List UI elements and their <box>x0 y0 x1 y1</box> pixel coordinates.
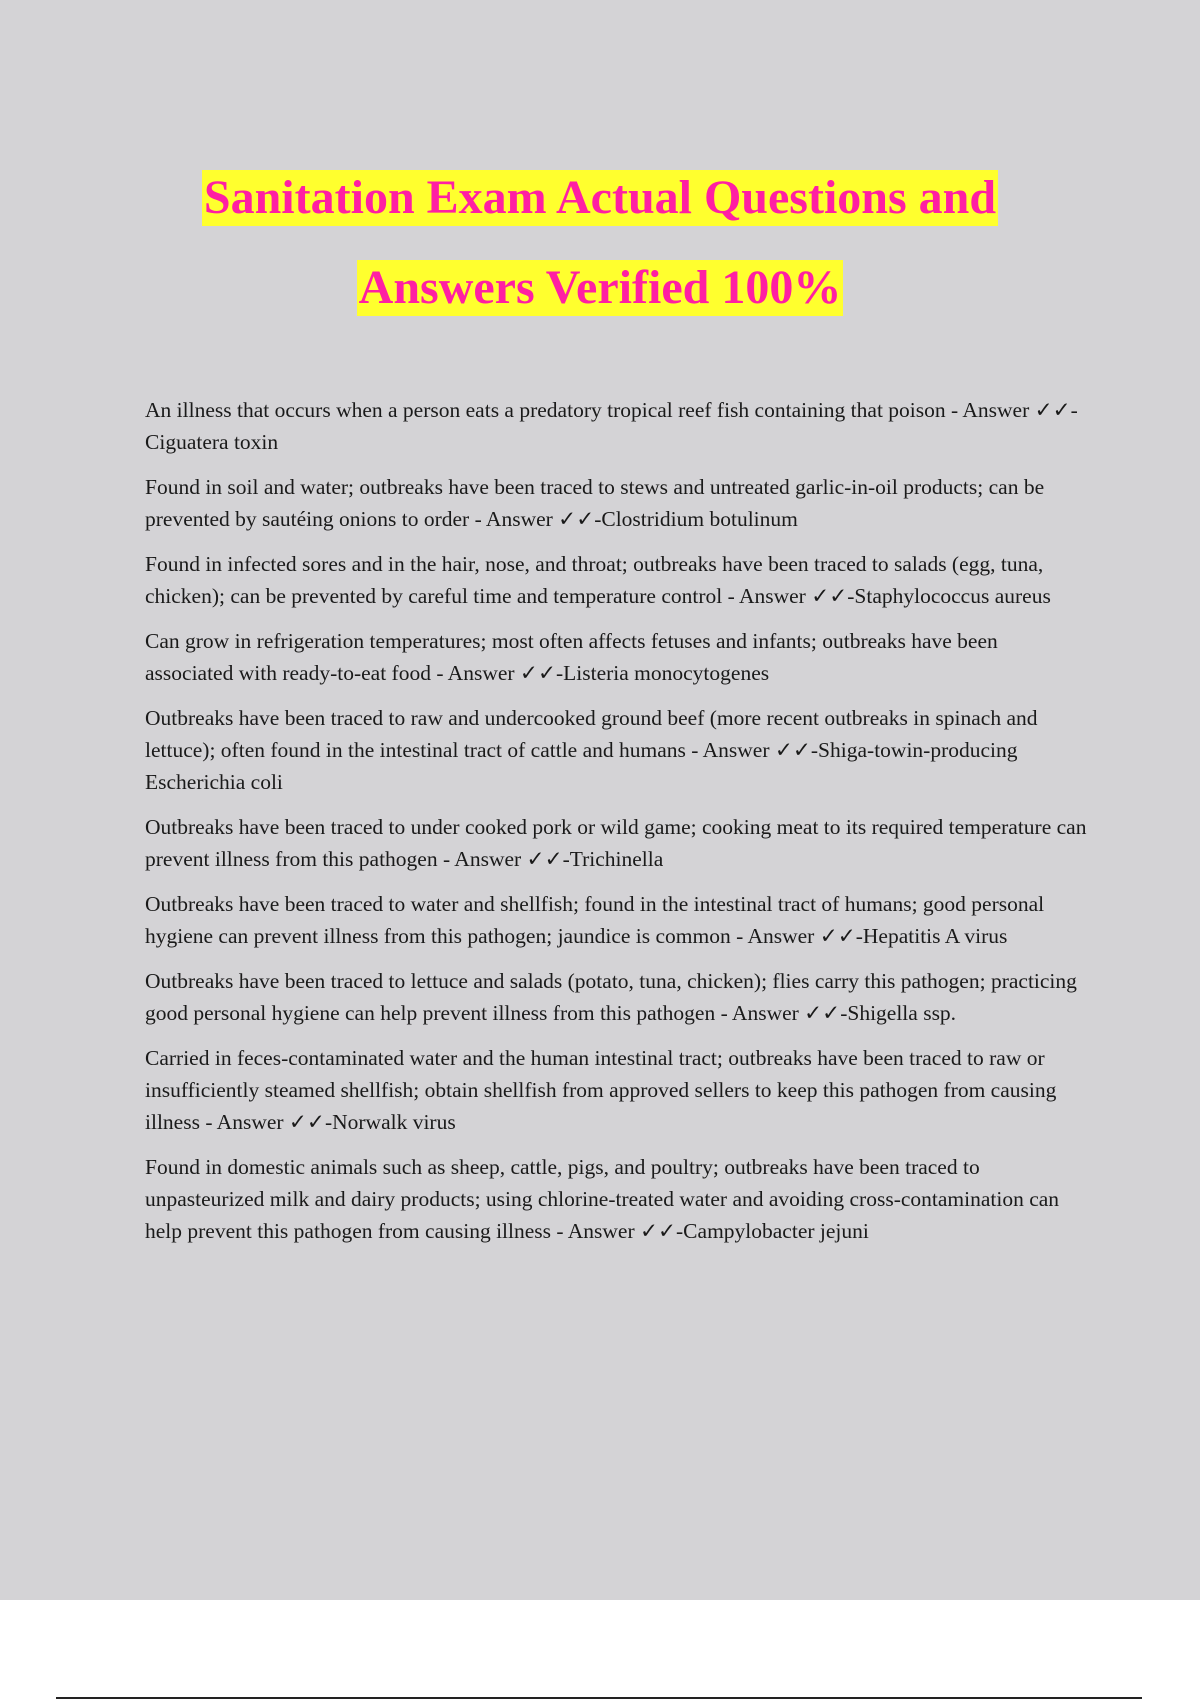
qa-item-norwalk: Carried in feces-contaminated water and the human intestinal tract; outbreaks have been traced to raw or insufficiently steamed shellfish; obtain shellfish from approved sellers to keep this pathogen from causing illness - Answer ✓✓-Norwalk virus <box>145 1046 1057 1134</box>
qa-list <box>145 394 1090 1260</box>
qa-item-shigella: Outbreaks have been traced to lettuce and salads (potato, tuna, chicken); flies carry this pathogen; practicing good personal hygiene can help prevent illness from this pathogen - Answer ✓✓-Shigella ssp. <box>145 969 1077 1025</box>
qa-item-botulinum: Found in soil and water; outbreaks have been traced to stews and untreated garlic-in-oil products; can be prevented by sautéing onions to order - Answer ✓✓-Clostridium botulinum <box>145 475 1045 531</box>
title-line-1: Sanitation Exam Actual Questions and <box>203 171 997 224</box>
qa-item-ciguatera: An illness that occurs when a person eats a predatory tropical reef fish containing that poison - Answer ✓✓-Ciguatera toxin <box>145 398 1078 454</box>
qa-item-escherichia: Outbreaks have been traced to raw and undercooked ground beef (more recent outbreaks in spinach and lettuce); often found in the intestinal tract of cattle and humans - Answer ✓✓-Shiga-towin-producing Escherichia coli <box>145 706 1038 794</box>
title-line-2: Answers Verified 100% <box>358 261 842 314</box>
qa-item-staphylococcus: Found in infected sores and in the hair, nose, and throat; outbreaks have been traced to salads (egg, tuna, chicken); can be prevented by careful time and temperature control - Answer ✓✓-Staphylococcus aureus <box>145 552 1051 608</box>
qa-item-hepatitis: Outbreaks have been traced to water and shellfish; found in the intestinal tract of humans; good personal hygiene can prevent illness from this pathogen; jaundice is common - Answer ✓✓-Hepatitis A virus <box>145 892 1045 948</box>
qa-item-trichinella: Outbreaks have been traced to under cooked pork or wild game; cooking meat to its required temperature can prevent illness from this pathogen - Answer ✓✓-Trichinella <box>145 815 1087 871</box>
qa-item-listeria: Can grow in refrigeration temperatures; most often affects fetuses and infants; outbreaks have been associated with ready-to-eat food - Answer ✓✓-Listeria monocytogenes <box>145 629 998 685</box>
qa-item-campylobacter: Found in domestic animals such as sheep, cattle, pigs, and poultry; outbreaks have been traced to unpasteurized milk and dairy products; using chlorine-treated water and avoiding cross-contamination can help prevent this pathogen from causing illness - Answer ✓✓-Campylobacter jejuni <box>145 1155 1060 1243</box>
footer-divider <box>56 1697 1142 1699</box>
document-title <box>0 170 1200 350</box>
